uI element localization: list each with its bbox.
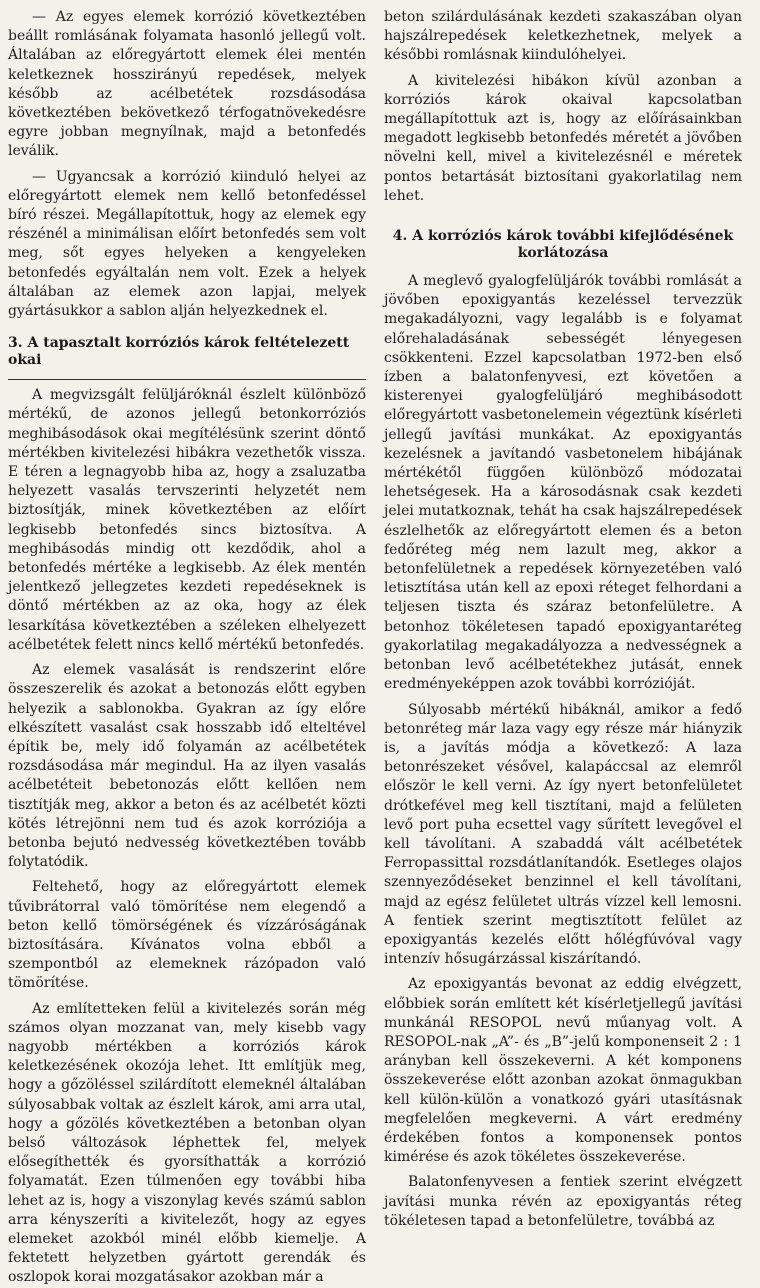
paragraph: — Az egyes elemek korrózió következtében beállt romlásának folyamata hasonló jellegű volt. Általában az előregyártott elemek élei mentén keletkeznek hosszirányú repedések, melyek később az acélbetétek rozsdásodása következtében bekövetkező térfogatnövekedésre egyre jobban megnyílnak, majd a betonfedés leválik. xyxy=(8,9,366,160)
paragraph: Az elemek vasalását is rendszerint előre összeszerelik és azokat a betonozás előtt egyben helyezik a sablonokba. Gyakran az így előre elkészített vasalást csak hosszabb idő elteltével építik be, mely idő folyamán az acélbetétek rozsdásodása már megindul. Ha az ilyen vasalás acélbetéteit bebetonozás előtt kellően nem tisztítják meg, akkor a beton és az acélbetét közti kötés létrejönni nem tud és azok korróziója a betonba bejutó nedvesség következtében tovább folytatódik. xyxy=(8,662,366,871)
paragraph: A kivitelezési hibákon kívül azonban a korróziós károk okaival kapcsolatban megállapítottuk azt is, hogy az előírásainkban megadott legkisebb betonfedés méretét a jövőben növelni kell, mivel a kivitelezésnél e méretek pontos betartását biztosítani gyakorlatilag nem lehet. xyxy=(384,72,742,204)
left-column xyxy=(8,8,366,1286)
heading-rule xyxy=(8,379,366,380)
right-column xyxy=(384,8,742,1229)
paragraph: Feltehető, hogy az előregyártott elemek tűvibrátorral való tömörítése nem elegendő a beton kellő tömörségének és vízzáróságának biztosítására. Kívánatos volna ebből a szempontból az elemeknek rázópadon való tömörítése. xyxy=(8,879,366,992)
paragraph: A meglevő gyalogfelüljárók további romlását a jövőben epoxigyantás kezeléssel tervezzük megakadályozni, vagy legalább is e folyamat előrehaladásának sebességét lényegesen csökkenteni. Ezzel kapcsolatban 1972-ben első ízben a balatonfenyvesi, ezt követően a kisterenyei gyalogfelüljáró meghibásodott előregyártott vasbetonelemein végeztünk kísérleti jellegű javítási munkákat. Az epoxigyantás kezelésnek a javítandó vasbetonelem hibájának mértékétől függően különböző módozatai lehetségesek. Ha a károsodásnak csak kezdeti jelei mutatkoznak, tehát ha csak hajszálrepedések észlelhetők az előregyártott elemen és a beton fedőréteg még nem lazult meg, akkor a betonfelületnek a repedések környezetében való letisztítása után kell az epoxi réteget felhordani a teljesen tiszta és száraz betonfelületre. A betonhoz tökéletesen tapadó epoxigyantaréteg gyakorlatilag megakadályozza a nedvességnek a betonban levő acélbetétekhez jutását, ennek eredményeképpen azok további korrózióját. xyxy=(384,273,742,693)
paragraph: — Ugyancsak a korrózió kiinduló helyei az előregyártott elemek nem kellő betonfedéssel bíró részei. Megállapítottuk, hogy az elemek egy részénél a minimálisan előírt betonfedés sem volt meg, sőt egyes helyeken a kengyeleken betonfedés egyáltalán nem volt. Ezek a helyek általában az elemek azon lapjai, melyek gyártásukkor a sablon alján helyezkednek el. xyxy=(8,168,366,320)
paragraph: A megvizsgált felüljáróknál észlelt különböző mértékű, de azonos jellegű betonkorróziós meghibásodások okai megítélésünk szerint döntő mértékben kivitelezési hibákra vezethetők vissza. E téren a legnagyobb hiba az, hogy a zsaluzatba helyezett vasalás tervszerinti helyzetét nem biztosítják, minek következtében az előírt legkisebb betonfedés sincs biztosítva. A meghibásodás mindig ott kezdődik, ahol a betonfedés mértéke a legkisebb. Az élek mentén jelentkező jellegzetes kezdeti repedéseknek is döntő mértékben az az oka, hogy az élek lesarkítása következtében a széleken elhelyezett acélbetétek felett nincs kellő mértékű betonfedés. xyxy=(8,387,366,653)
paragraph: Súlyosabb mértékű hibáknál, amikor a fedő betonréteg már laza vagy egy része már hiányzik is, a javítás módja a következő: A laza betonrészeket vésővel, kalapáccsal az elemről először le kell verni. Az így nyert betonfelületet drótkefével meg kell tisztítani, majd a felületen levő port puha ecsettel vagy sűrített levegővel el kell távolítani. A szabaddá vált acélbetétek Ferropassittal rozsdátlanítandók. Esetleges olajos szennyeződéseket benzinnel el kell távolítani, majd az egész felületet ultrás vízzel kell lemosni. A fentiek szerint megtisztított felület az epoxigyantás kezelés előtt hőlégfúvóval vagy intenzív hősugárzással kiszárítandó. xyxy=(384,701,742,968)
paragraph: Az említetteken felül a kivitelezés során még számos olyan mozzanat van, mely kisebb vagy nagyobb mértékben a korróziós károk keletkezésének okozója lehet. Itt említjük meg, hogy a gőzöléssel szilárdított elemeknél általában súlyosabbak voltak az észlelt károk, ami arra utal, hogy a gőzölés következtében a betonban olyan belső változások léphettek fel, melyek elősegíthették és gyorsíthatták a korrózió folyamatát. Ezen túlmenően egy további hiba lehet az is, hogy a viszonylag kevés számú sablon arra kényszeríti a kivitelezőt, hogy az egyes elemeket azokból minél előbb kiemelje. A fektetett helyzetben gyártott gerendák és oszlopok korai mozgatásakor azokban már a xyxy=(8,1000,366,1286)
paragraph: Balatonfenyvesen a fentiek szerint elvégzett javítási munka révén az epoxigyantás réteg tökéletesen tapad a betonfelületre, továbbá az xyxy=(384,1174,742,1229)
paragraph: Az epoxigyantás bevonat az eddig elvégzett, előbbiek során említett két kísérletjellegű javítási munkánál RESOPOL nevű műanyag volt. A RESOPOL-nak „A”- és „B”-jelű komponenseit 2 : 1 arányban kell összekeverni. A két komponens összekeverése előtt azonban azokat önmagukban kell külön-külön a vonatkozó gyári utasításnak megfelelően megkeverni. A várt eredmény érdekében fontos a komponensek pontos kimérése és azok tökéletes összekeverése. xyxy=(384,976,742,1166)
section-heading-4: 4. A korróziós károk további kifejlődésének korlátozása xyxy=(392,228,734,262)
paragraph: beton szilárdulásának kezdeti szakaszában olyan hajszálrepedések keletkezhetnek, melyek a későbbi romlásnak kiindulóhelyei. xyxy=(384,9,742,64)
section-heading-3: 3. A tapasztalt korróziós károk feltételezett okai xyxy=(8,335,350,369)
